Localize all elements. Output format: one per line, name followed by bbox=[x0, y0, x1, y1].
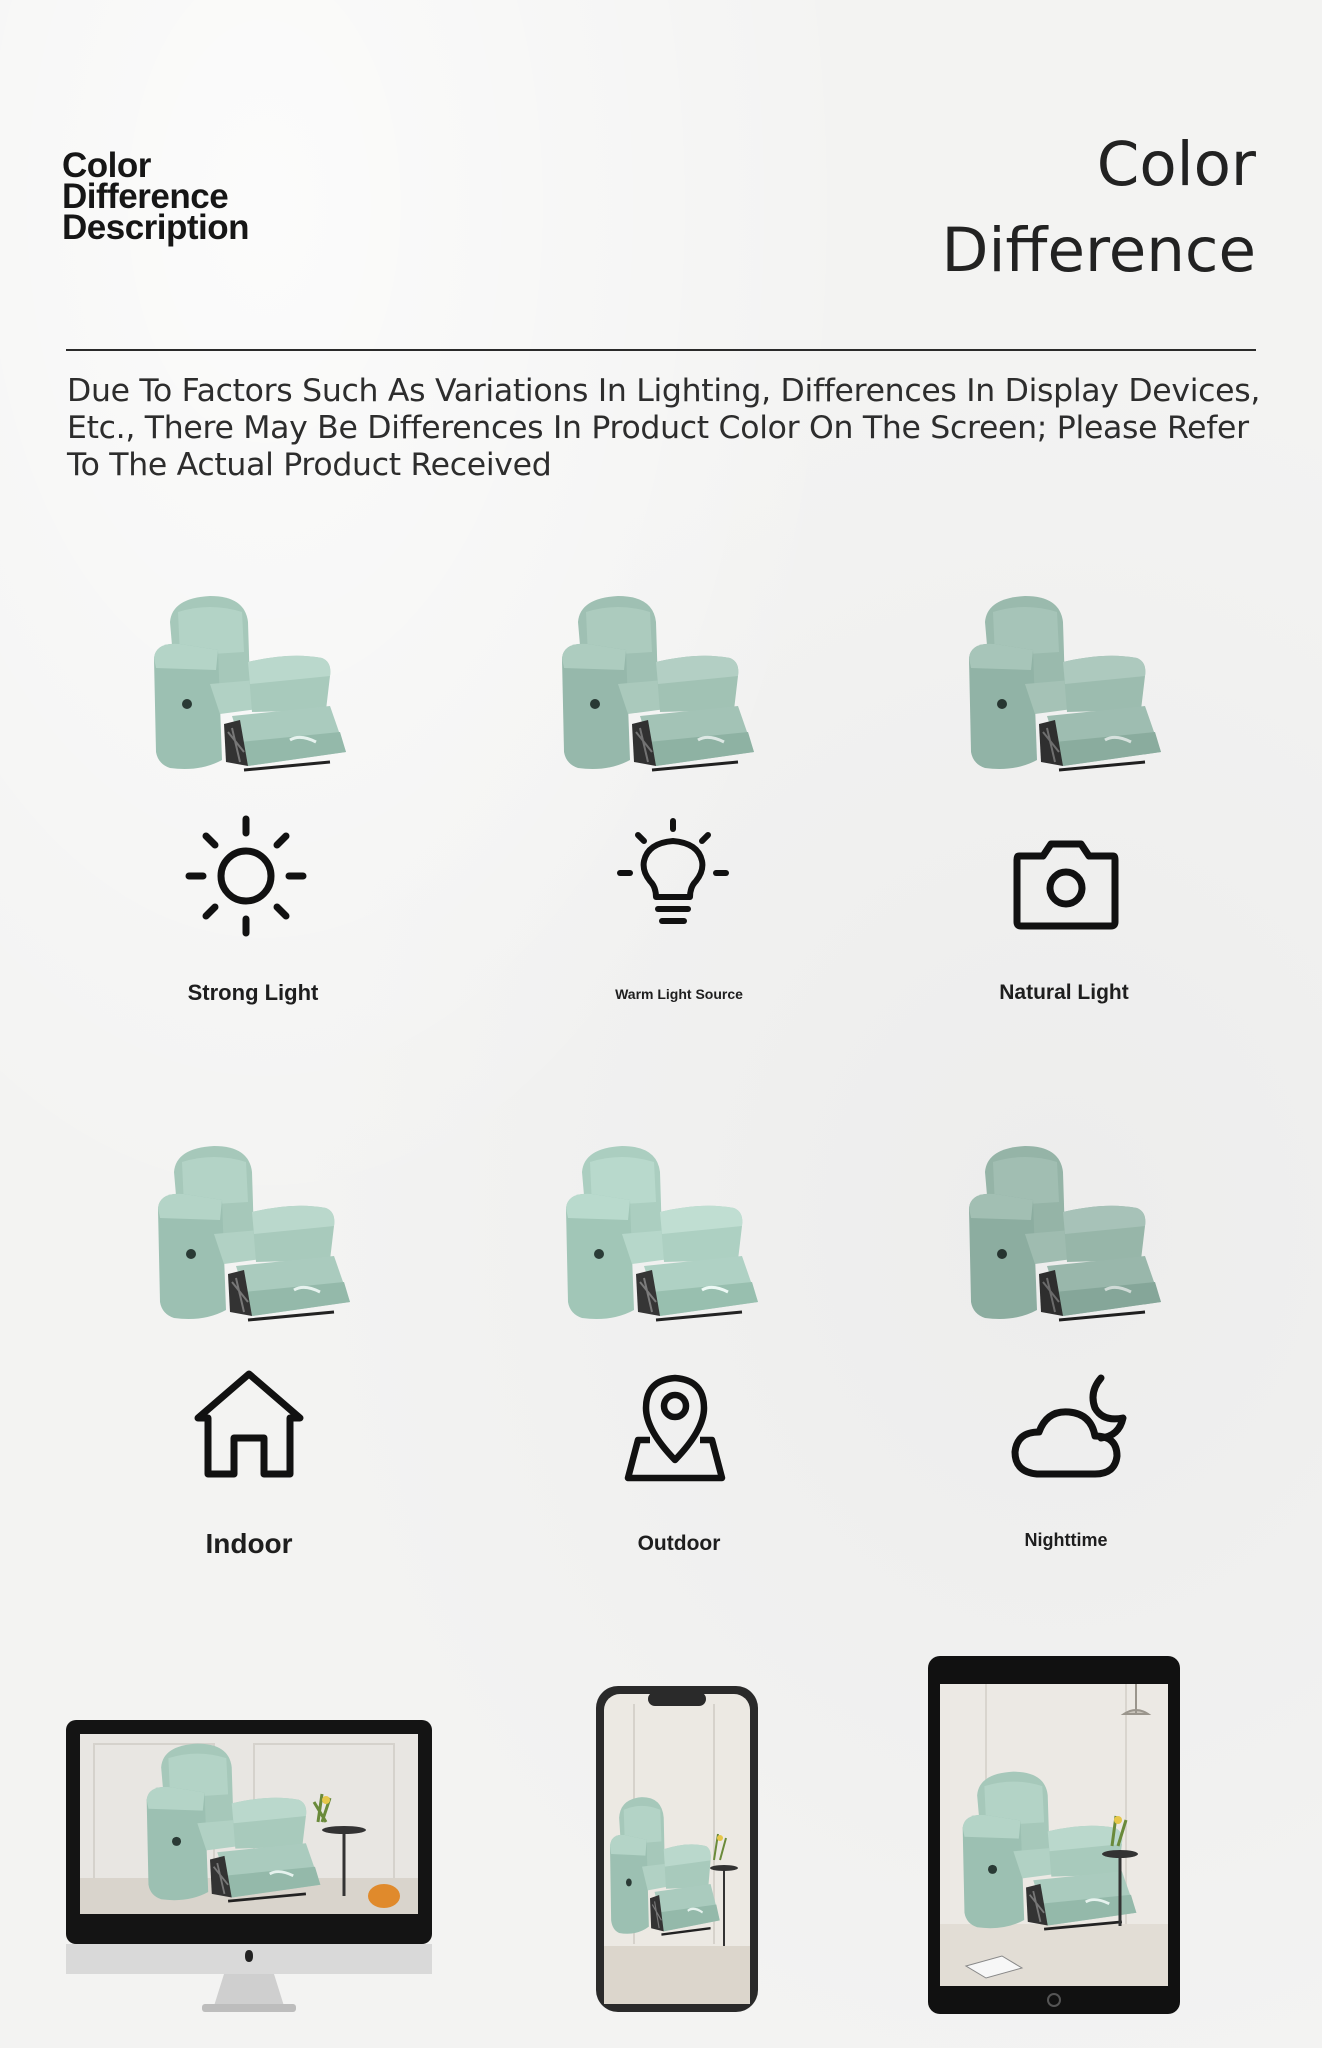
tablet-device bbox=[926, 1654, 1182, 2016]
divider bbox=[66, 349, 1256, 351]
house-icon bbox=[184, 1360, 314, 1490]
condition-label-indoor: Indoor bbox=[205, 1528, 293, 1559]
location-pin-icon bbox=[610, 1364, 740, 1494]
smartphone-device bbox=[594, 1684, 760, 2014]
condition-label-strong-light: Strong Light bbox=[187, 980, 319, 1005]
condition-label-nighttime: Nighttime bbox=[1024, 1530, 1108, 1550]
left-title-line-2: Difference bbox=[62, 177, 229, 216]
chair-image-indoor bbox=[144, 1142, 354, 1332]
right-title-line-1: Color bbox=[1096, 129, 1256, 200]
chair-image-natural-light bbox=[955, 592, 1165, 782]
chair-image-warm-light bbox=[548, 592, 758, 782]
condition-label-warm-light: Warm Light Source bbox=[615, 986, 743, 1002]
monitor-device bbox=[64, 1718, 434, 2018]
condition-label-natural-light: Natural Light bbox=[999, 981, 1129, 1004]
lightbulb-icon bbox=[608, 811, 738, 941]
chair-image-outdoor bbox=[552, 1142, 762, 1332]
cloud-moon-icon bbox=[1007, 1360, 1137, 1490]
chair-image-nighttime bbox=[955, 1142, 1165, 1332]
right-title-line-2: Difference bbox=[941, 215, 1256, 286]
left-title-line-1: Color bbox=[62, 146, 151, 185]
right-title bbox=[942, 122, 1256, 294]
description: Due To Factors Such As Variations In Lighting, Differences In Display Devices, Etc., There May Be Differences In Product Color On The Screen; Please Refer To The Actual Product Received bbox=[67, 373, 1261, 483]
sun-icon bbox=[181, 811, 311, 941]
left-title bbox=[62, 146, 250, 247]
condition-label-outdoor: Outdoor bbox=[637, 1532, 721, 1555]
left-title-line-3: Description bbox=[62, 208, 250, 247]
chair-image-strong-light bbox=[140, 592, 350, 782]
camera-icon bbox=[1001, 818, 1131, 948]
